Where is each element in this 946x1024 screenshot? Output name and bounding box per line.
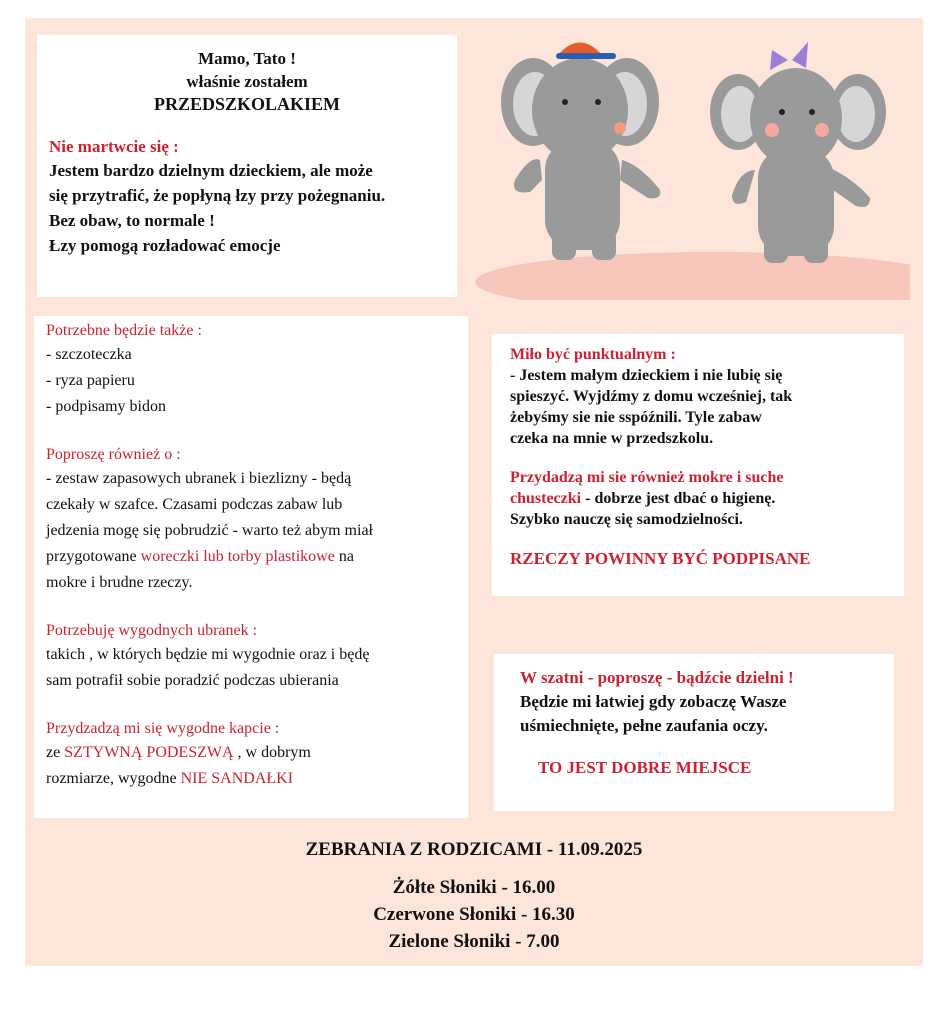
intro-line-2: właśnie zostałem (186, 72, 308, 91)
greeting: Mamo, Tato ! (198, 49, 296, 68)
meeting-title: ZEBRANIA Z RODZICAMI - 11.09.2025 (305, 839, 643, 860)
clothes-text: mokre i brudne rzeczy. (46, 574, 193, 591)
punctuality-section (510, 344, 886, 449)
stiff-sole-highlight: SZTYWNĄ PODESZWĄ (64, 744, 234, 761)
meeting-row: Zielone Słoniki - 7.00 (388, 931, 560, 952)
slippers-text (46, 766, 460, 792)
punctuality-box (492, 334, 904, 596)
bags-highlight: woreczki lub torby plastikowe (140, 548, 335, 565)
wipes-rest: - dobrze jest dbać o higienę. (581, 490, 776, 507)
slippers-pre-2: rozmiarze, wygodne (46, 770, 181, 787)
elephant-boy-icon (501, 43, 660, 261)
clothes-heading: Poproszę również o : (46, 446, 181, 463)
clothes-text-pre: przygotowane (46, 548, 141, 565)
slippers-heading: Przydzadzą mi się wygodne kapcie : (46, 720, 280, 737)
clothes-text: jedzenia mogę się pobrudzić - warto też abym miał (46, 522, 373, 539)
wipes-text: Szybko nauczę się samodzielności. (510, 511, 743, 528)
punctuality-text: - Jestem małym dzieckiem i nie lubię się (510, 367, 783, 384)
labelled-items-notice: RZECZY POWINNY BYĆ PODPISANE (510, 549, 811, 568)
intro-box (37, 35, 457, 297)
wipes-heading: Przydadzą mi sie również mokre i suche (510, 469, 784, 486)
intro-line-3: PRZEDSZKOLAKIEM (153, 94, 341, 114)
supplies-heading: Potrzebne będzie także : (46, 322, 202, 339)
needs-box (34, 316, 468, 818)
intro-text-1: Jestem bardzo dzielnym dzieckiem, ale może (49, 161, 373, 180)
clothes-text: czekały w szafce. Czasami podczas zabaw lub (46, 496, 343, 513)
intro-text-2: się przytrafić, że popłyną łzy przy pożegnaniu. (49, 186, 386, 205)
punctuality-heading: Miło być punktualnym : (510, 346, 676, 363)
punctuality-text: czeka na mnie w przedszkolu. (510, 430, 714, 447)
needs-section-supplies (46, 320, 460, 420)
clothes-text (46, 544, 460, 570)
stage-ellipse (475, 252, 910, 300)
intro-text-4: Łzy pomogą rozładować emocje (49, 236, 281, 255)
supplies-item: - szczoteczka (46, 346, 132, 363)
wipes-section (510, 467, 886, 530)
punctuality-text: żebyśmy sie nie sspóźnili. Tyle zabaw (510, 409, 762, 426)
elephant-girl-icon (710, 42, 886, 263)
clothes-text: - zestaw zapasowych ubranek i biezlizny - będą (46, 470, 352, 487)
cloakroom-text: Będzie mi łatwiej gdy zobaczę Wasze (520, 692, 787, 711)
supplies-item: - podpisamy bidon (46, 398, 166, 415)
elephants-illustration (470, 20, 910, 300)
meeting-row: Czerwone Słoniki - 16.30 (373, 904, 575, 925)
needs-section-slippers (46, 718, 460, 792)
wipes-text (510, 488, 886, 509)
no-sandals-highlight: NIE SANDAŁKI (180, 770, 294, 787)
needs-section-clothes (46, 444, 460, 596)
needs-section-comfort (46, 620, 460, 694)
supplies-item: - ryza papieru (46, 372, 135, 389)
comfort-text: sam potrafił sobie poradzić podczas ubierania (46, 672, 339, 689)
clothes-text-post: na (334, 548, 354, 565)
good-place-notice: TO JEST DOBRE MIEJSCE (538, 758, 752, 777)
meeting-row: Żółte Słoniki - 16.00 (392, 877, 556, 898)
comfort-heading: Potrzebuję wygodnych ubranek : (46, 622, 258, 639)
cloakroom-box (494, 654, 894, 811)
intro-heading: Nie martwcie się : (49, 137, 179, 156)
comfort-text: takich , w których będzie mi wygodnie oraz i będę (46, 646, 370, 663)
slippers-pre: ze (46, 744, 65, 761)
slippers-text (46, 740, 460, 766)
punctuality-text: spieszyć. Wyjdźmy z domu wcześniej, tak (510, 388, 793, 405)
cloakroom-text: uśmiechnięte, pełne zaufania oczy. (520, 716, 768, 735)
wipes-highlight: chusteczki (510, 490, 582, 507)
slippers-mid: , w dobrym (233, 744, 311, 761)
meeting-schedule (25, 836, 923, 955)
intro-text-3: Bez obaw, to normale ! (49, 211, 215, 230)
cloakroom-heading: W szatni - poproszę - bądźcie dzielni ! (520, 668, 794, 687)
